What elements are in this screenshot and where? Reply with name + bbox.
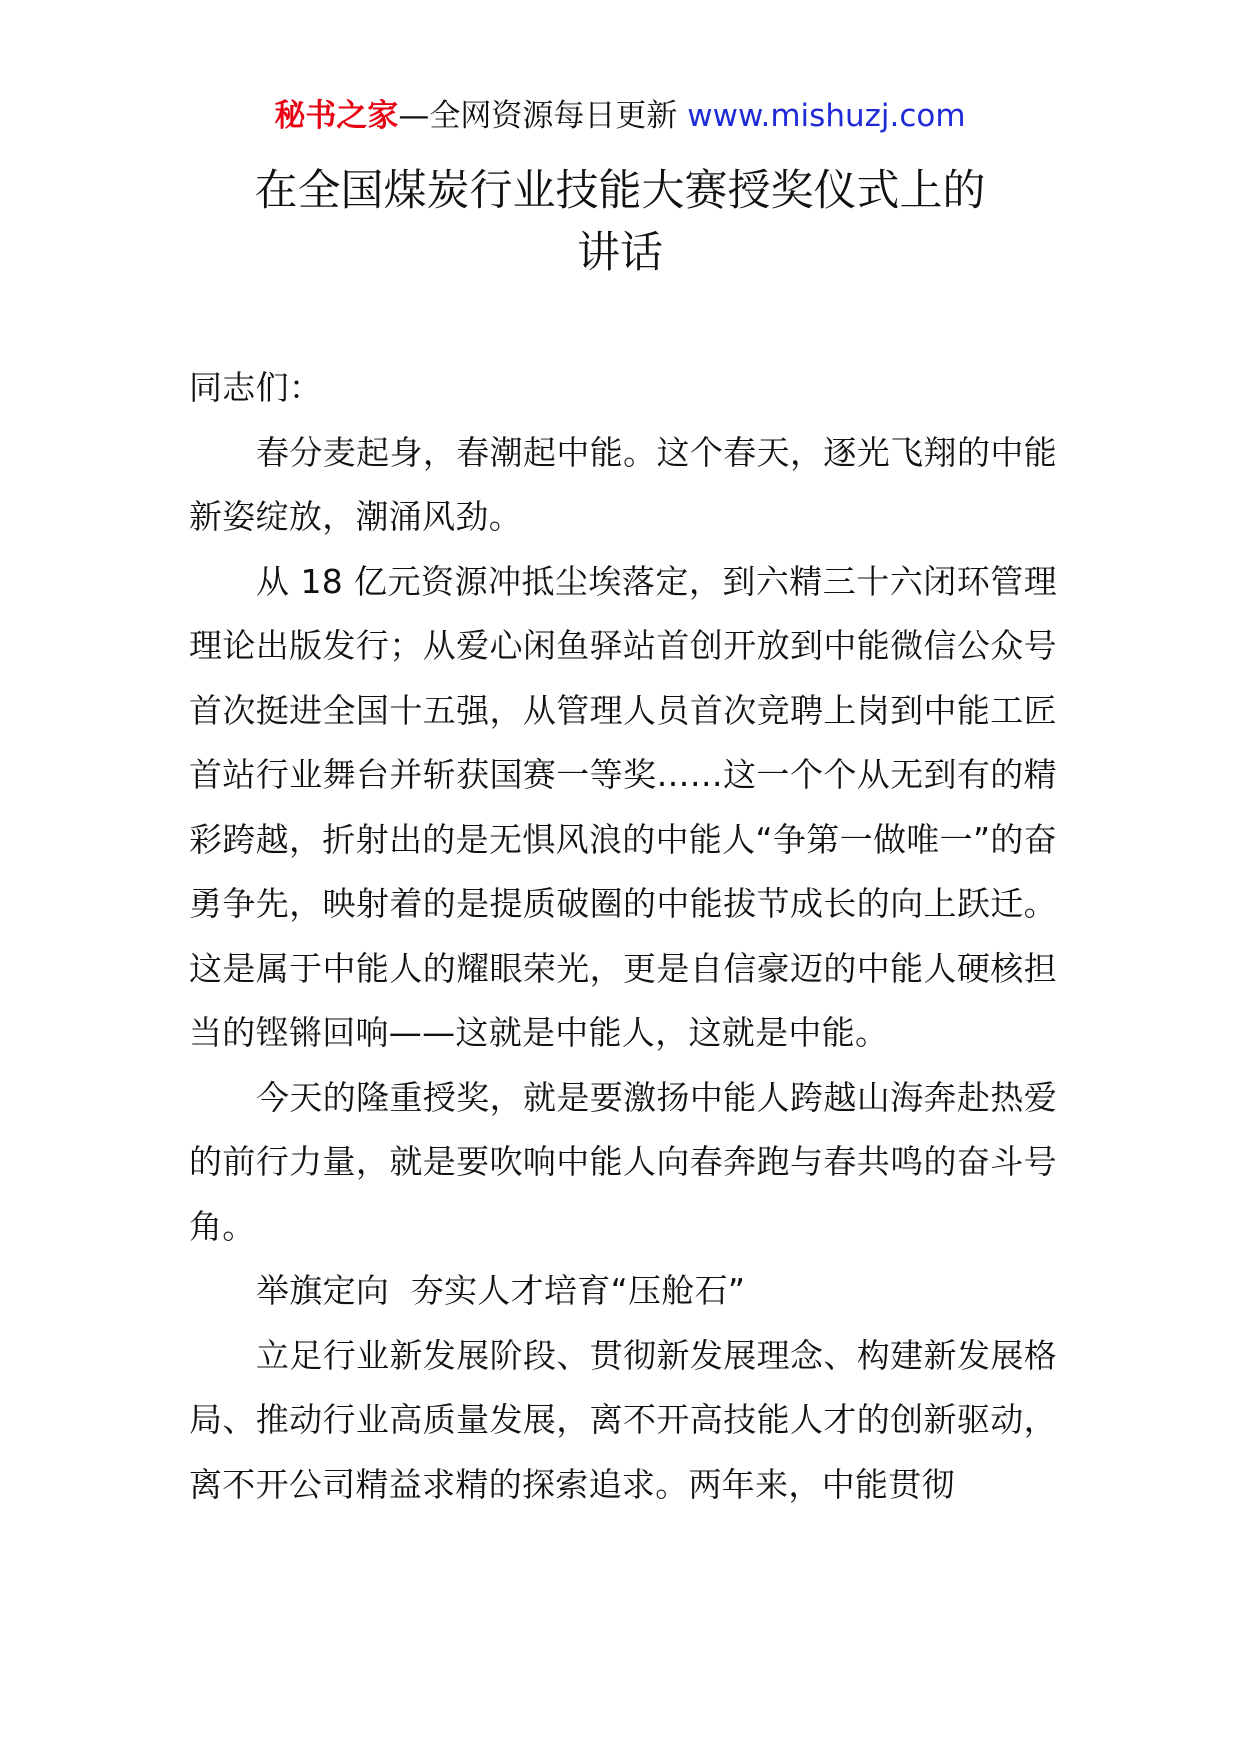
site-header bbox=[0, 96, 1240, 136]
paragraph: 从 18 亿元资源冲抵尘埃落定，到六精三十六闭环管理理论出版发行；从爱心闲鱼驿站首创开放到中能微信公众号首次挺进全国十五强，从管理人员首次竞聘上岗到中能工匠首站行业舞台并斩获国赛一等奖……这一个个从无到有的精彩跨越，折射出的是无惧风浪的中能人“争第一做唯一”的奋勇争先，映射着的是提质破圈的中能拔节成长的向上跃迁。这是属于中能人的耀眼荣光，更是自信豪迈的中能人硬核担当的铿锵回响——这就是中能人，这就是中能。 bbox=[189, 561, 1057, 1052]
title-line-2: 讲话 bbox=[577, 228, 663, 278]
section-heading: 举旗定向 夯实人才培育“压舱石” bbox=[256, 1271, 746, 1310]
document-title bbox=[160, 160, 1080, 284]
paragraph: 春分麦起身，春潮起中能。这个春天，逐光飞翔的中能新姿绽放，潮涌风劲。 bbox=[189, 432, 1057, 536]
paragraph: 今天的隆重授奖，就是要激扬中能人跨越山海奔赴热爱的前行力量，就是要吹响中能人向春奔跑与春共鸣的奋斗号角。 bbox=[189, 1077, 1057, 1246]
salutation: 同志们： bbox=[189, 368, 323, 407]
title-line-1: 在全国煤炭行业技能大赛授奖仪式上的 bbox=[254, 166, 986, 216]
header-tagline: —全网资源每日更新 bbox=[398, 98, 688, 134]
document-body bbox=[189, 356, 1057, 1517]
brand-name: 秘书之家 bbox=[274, 98, 399, 134]
site-url-link[interactable]: www.mishuzj.com bbox=[687, 98, 966, 134]
paragraph: 立足行业新发展阶段、贯彻新发展理念、构建新发展格局、推动行业高质量发展，离不开高技能人才的创新驱动，离不开公司精益求精的探索追求。两年来，中能贯彻 bbox=[189, 1335, 1057, 1504]
